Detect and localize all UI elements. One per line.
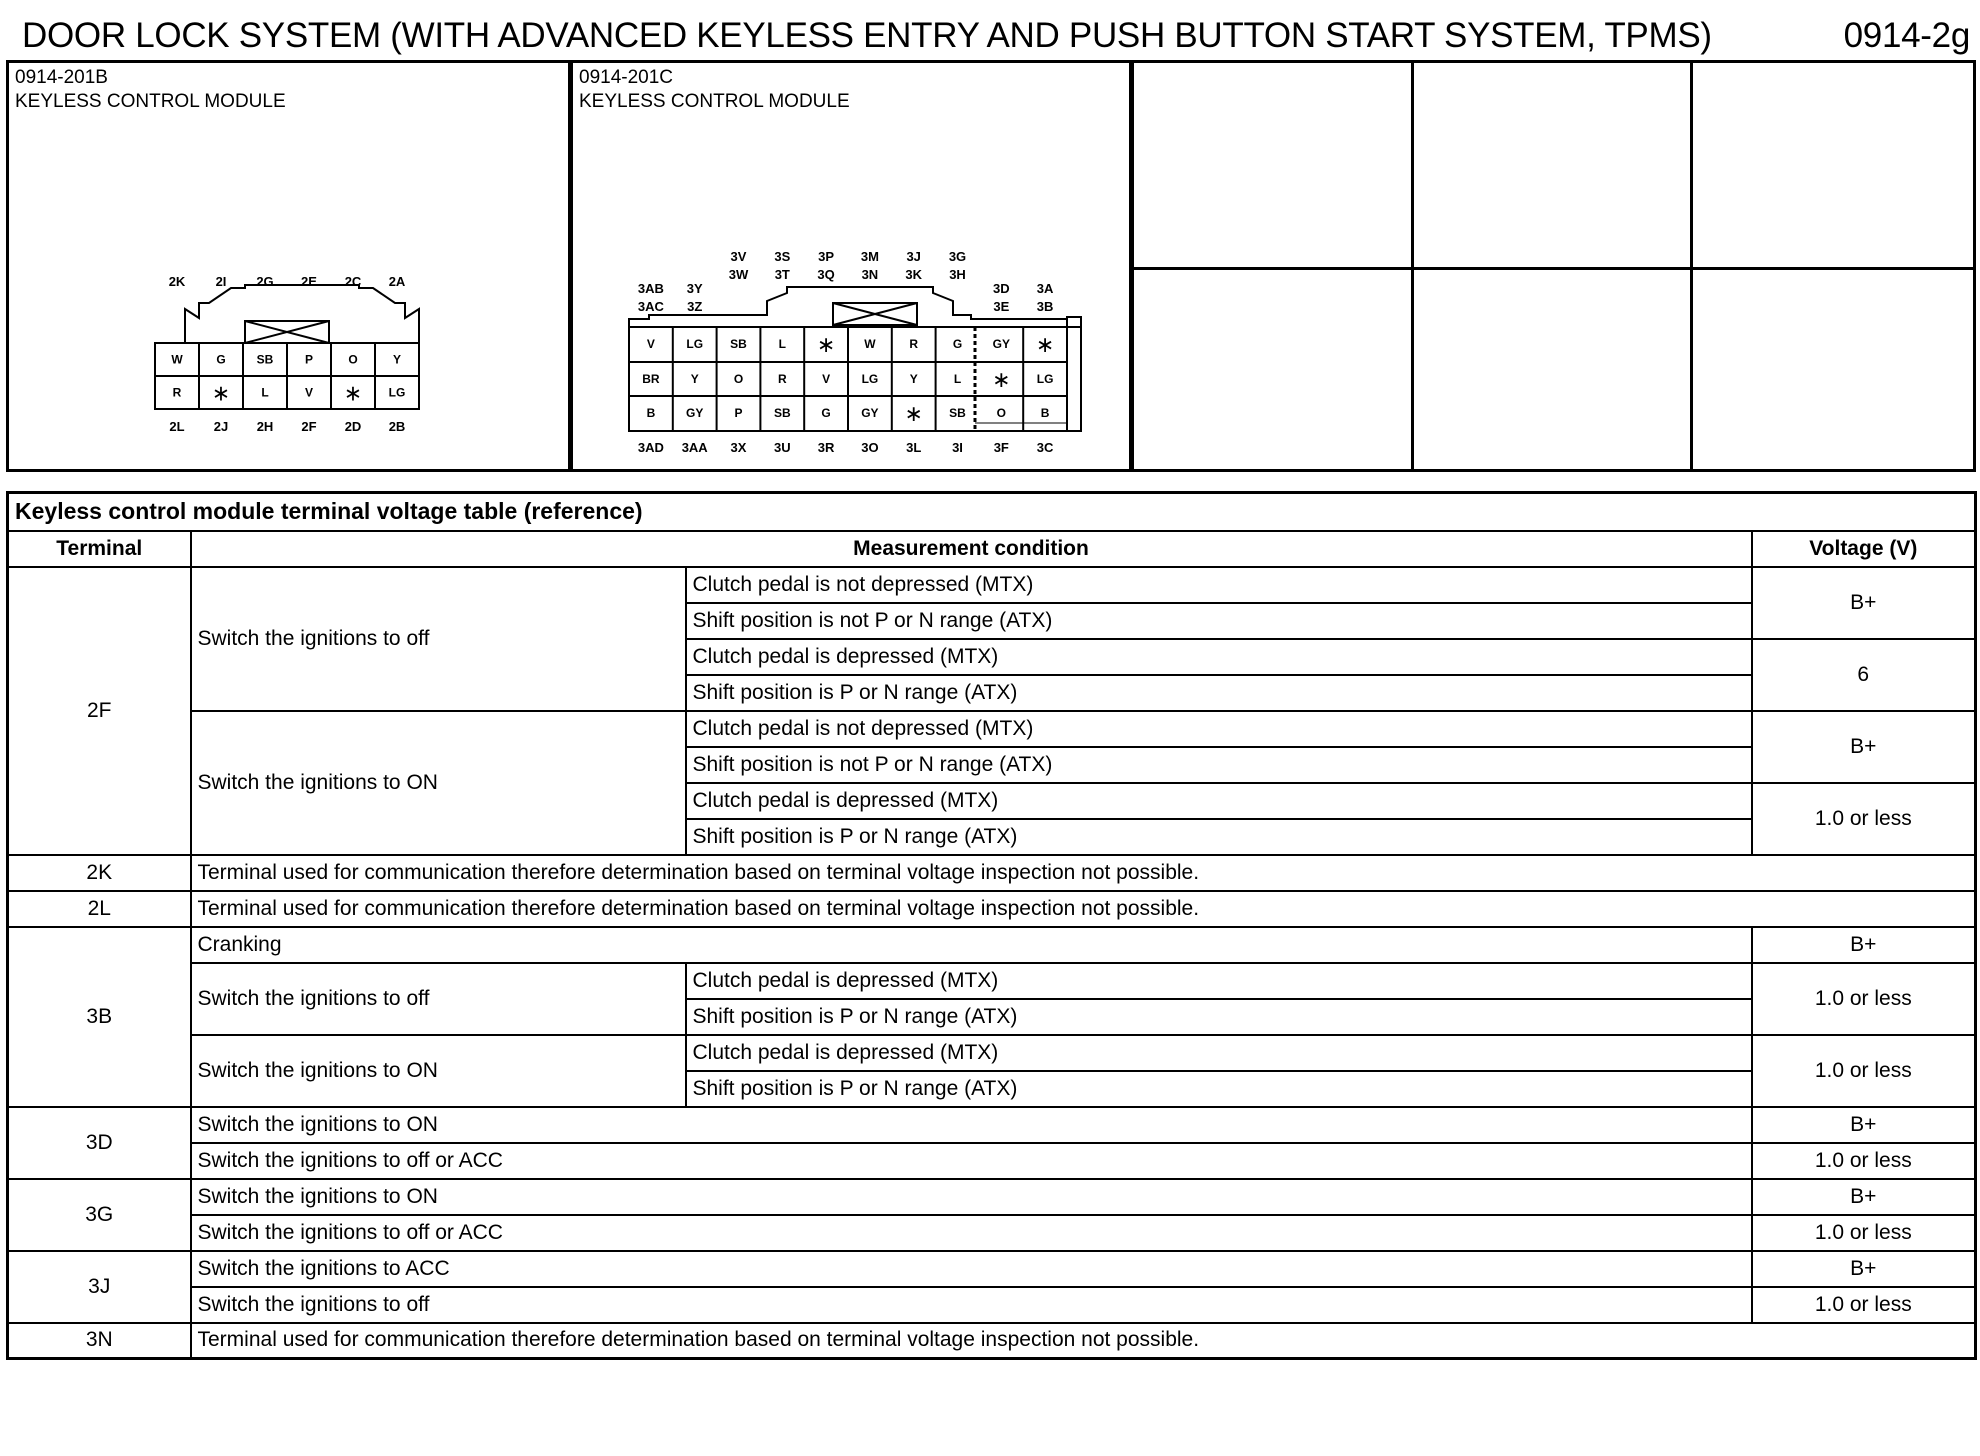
pin-label: 2K (168, 274, 186, 289)
voltage-cell: B+ (1752, 927, 1976, 963)
table-row (8, 1251, 1976, 1287)
condition-cell: Switch the ignitions to off or ACC (191, 1215, 1752, 1251)
pin-label: 3Z (687, 299, 703, 314)
pin-label: 3L (906, 440, 922, 455)
housing-tab (1067, 317, 1081, 327)
pin-label: 2L (169, 419, 185, 434)
pin-color-code: V (646, 337, 655, 351)
header-condition: Measurement condition (191, 531, 1752, 567)
terminal-cell: 2K (8, 855, 191, 891)
terminal-cell: 2L (8, 891, 191, 927)
pin-label: 3N (861, 267, 879, 282)
empty-cell (1693, 270, 1973, 469)
connector-name: KEYLESS CONTROL MODULE (15, 91, 286, 112)
pin-color-code: L (953, 372, 962, 386)
table-row (8, 567, 1976, 603)
pin-color-code: O (733, 372, 744, 386)
pin-label: 3Q (817, 267, 835, 282)
pin-label: 3G (948, 249, 967, 264)
empty-cell (1414, 63, 1694, 270)
pin-label: 2B (388, 419, 406, 434)
pin-label: 3AD (637, 440, 664, 455)
table-row (8, 1143, 1976, 1179)
condition-cell: Switch the ignitions to off (191, 567, 686, 711)
subcondition-cell: Clutch pedal is depressed (MTX) (686, 963, 1752, 999)
housing-outline (185, 285, 419, 343)
subcondition-cell: Shift position is P or N range (ATX) (686, 1071, 1752, 1107)
pin-color-code: B (1040, 406, 1050, 420)
subcondition-cell: Shift position is P or N range (ATX) (686, 999, 1752, 1035)
pin-color-code: LG (1036, 372, 1054, 386)
empty-connector-grid (1131, 60, 1976, 472)
voltage-cell: 1.0 or less (1752, 1287, 1976, 1323)
pin-color-code: R (777, 372, 787, 386)
pin-color-code: GY (861, 406, 879, 420)
pin-color-code: W (864, 337, 876, 351)
table-row (8, 855, 1976, 891)
condition-cell: Switch the ignitions to ON (191, 711, 686, 855)
pin-color-code: G (821, 406, 831, 420)
condition-cell: Switch the ignitions to off (191, 1287, 1752, 1323)
pin-color-code: BR (642, 372, 660, 386)
subcondition-cell: Clutch pedal is not depressed (MTX) (686, 567, 1752, 603)
voltage-cell: 6 (1752, 639, 1976, 711)
pin-label: 3J (906, 249, 921, 264)
empty-cell (1414, 270, 1694, 469)
pin-label: 3I (952, 440, 963, 455)
empty-cell (1693, 63, 1973, 270)
pin-color-code: SB (949, 406, 966, 420)
condition-cell: Switch the ignitions to ACC (191, 1251, 1752, 1287)
empty-pin-mark: ∗ (1035, 332, 1055, 357)
pin-label: 3M (860, 249, 879, 264)
table-row (8, 963, 1976, 999)
terminal-cell: 3D (8, 1107, 191, 1179)
pin-color-code: W (171, 352, 183, 367)
page-code: 0914-2g (1843, 16, 1970, 55)
pin-color-code: V (304, 385, 314, 400)
pin-color-code: SB (773, 406, 791, 420)
subcondition-cell: Shift position is P or N range (ATX) (686, 675, 1752, 711)
pin-color-code: Y (392, 352, 402, 367)
connector-panel-201c (570, 60, 1132, 472)
voltage-cell: 1.0 or less (1752, 1143, 1976, 1179)
pin-label: 3H (949, 267, 966, 282)
pin-color-code: O (348, 352, 358, 367)
empty-pin-mark: ∗ (343, 380, 363, 406)
voltage-cell: B+ (1752, 567, 1976, 639)
pin-color-code: R (909, 337, 919, 351)
pin-label: 2I (215, 274, 227, 289)
terminal-cell: 2F (8, 567, 191, 855)
pin-label: 3C (1036, 440, 1054, 455)
voltage-cell: 1.0 or less (1752, 963, 1976, 1035)
subcondition-cell: Shift position is P or N range (ATX) (686, 819, 1752, 855)
pin-label: 2D (344, 419, 362, 434)
pin-label: 3AB (637, 281, 664, 296)
pin-label: 2A (388, 274, 406, 289)
pin-color-code: GY (686, 406, 704, 420)
pin-color-code: Y (909, 372, 918, 386)
pin-color-code: V (822, 372, 831, 386)
pin-label: 3AC (637, 299, 664, 314)
empty-pin-mark: ∗ (816, 332, 836, 357)
pin-color-code: P (304, 352, 314, 367)
pin-color-code: LG (861, 372, 879, 386)
subcondition-cell: Clutch pedal is depressed (MTX) (686, 783, 1752, 819)
pin-label: 3D (992, 281, 1010, 296)
pin-label: 3F (993, 440, 1009, 455)
pin-color-code: Y (690, 372, 699, 386)
page-title: DOOR LOCK SYSTEM (WITH ADVANCED KEYLESS ENTRY AND PUSH BUTTON START SYSTEM, TPMS) (22, 16, 1712, 55)
pin-color-code: O (996, 406, 1006, 420)
connector-panel-201b (6, 60, 571, 472)
subcondition-cell: Clutch pedal is not depressed (MTX) (686, 711, 1752, 747)
pin-label: 2E (301, 274, 317, 289)
pin-label: 3U (773, 440, 791, 455)
terminal-cell: 3J (8, 1251, 191, 1323)
pin-label: 3S (774, 249, 791, 264)
connector-code: 0914-201C (579, 67, 674, 88)
pin-color-code: G (216, 352, 226, 367)
table-row (8, 1287, 1976, 1323)
empty-cell (1134, 270, 1414, 469)
empty-pin-mark: ∗ (904, 401, 923, 426)
subcondition-cell: Clutch pedal is depressed (MTX) (686, 639, 1752, 675)
connector-code: 0914-201B (15, 67, 108, 88)
pin-color-code: L (778, 337, 786, 351)
pin-color-code: SB (256, 352, 274, 367)
connector-diagram-201c (573, 63, 1130, 469)
pin-color-code: G (952, 337, 963, 351)
condition-cell: Switch the ignitions to off (191, 963, 686, 1035)
condition-cell: Cranking (191, 927, 1752, 963)
voltage-cell: B+ (1752, 1251, 1976, 1287)
pin-label: 3Y (686, 281, 703, 296)
pin-label: 3T (774, 267, 790, 282)
voltage-cell: B+ (1752, 1179, 1976, 1215)
condition-cell: Terminal used for communication therefore determination based on terminal voltage inspection not possible. (191, 891, 1976, 927)
pin-color-code: B (646, 406, 656, 420)
pin-label: 3B (1036, 299, 1054, 314)
pin-label: 3O (861, 440, 879, 455)
table-row (8, 711, 1976, 747)
terminal-cell: 3N (8, 1323, 191, 1359)
condition-cell: Terminal used for communication therefore determination based on terminal voltage inspection not possible. (191, 1323, 1976, 1359)
pin-color-code: R (172, 385, 182, 400)
voltage-cell: B+ (1752, 1107, 1976, 1143)
pin-label: 3AA (681, 440, 708, 455)
empty-cell (1134, 63, 1414, 270)
pin-color-code: L (261, 385, 269, 400)
pin-label: 2H (256, 419, 274, 434)
empty-pin-mark: ∗ (211, 380, 231, 406)
pin-label: 3V (730, 249, 747, 264)
empty-pin-mark: ∗ (992, 367, 1011, 392)
table-row (8, 927, 1976, 963)
terminal-voltage-table (6, 491, 1977, 1360)
table-row (8, 1323, 1976, 1359)
table-row (8, 1215, 1976, 1251)
subcondition-cell: Shift position is not P or N range (ATX) (686, 603, 1752, 639)
pin-color-code: P (734, 406, 743, 420)
voltage-cell: B+ (1752, 711, 1976, 783)
pin-label: 3E (993, 299, 1010, 314)
terminal-cell: 3B (8, 927, 191, 1107)
voltage-cell: 1.0 or less (1752, 1035, 1976, 1107)
pin-color-code: GY (992, 337, 1010, 351)
table-row (8, 1179, 1976, 1215)
pin-label: 3P (818, 249, 835, 264)
voltage-cell: 1.0 or less (1752, 783, 1976, 855)
pin-label: 2C (344, 274, 362, 289)
subcondition-cell: Shift position is not P or N range (ATX) (686, 747, 1752, 783)
condition-cell: Switch the ignitions to ON (191, 1107, 1752, 1143)
table-caption: Keyless control module terminal voltage table (reference) (8, 493, 1976, 531)
pin-label: 3K (905, 267, 923, 282)
table-row (8, 891, 1976, 927)
pin-label: 3X (730, 440, 747, 455)
table-row (8, 1035, 1976, 1071)
subcondition-cell: Clutch pedal is depressed (MTX) (686, 1035, 1752, 1071)
pin-color-code: SB (730, 337, 747, 351)
pin-label: 3R (817, 440, 835, 455)
table-row (8, 1107, 1976, 1143)
condition-cell: Terminal used for communication therefore determination based on terminal voltage inspection not possible. (191, 855, 1976, 891)
pin-color-code: LG (686, 337, 704, 351)
condition-cell: Switch the ignitions to ON (191, 1035, 686, 1107)
condition-cell: Switch the ignitions to ON (191, 1179, 1752, 1215)
pin-color-code: LG (388, 385, 406, 400)
connector-diagram-201b (9, 63, 569, 469)
header-terminal: Terminal (8, 531, 191, 567)
pin-label: 2J (213, 419, 229, 434)
condition-cell: Switch the ignitions to off or ACC (191, 1143, 1752, 1179)
pin-label: 2G (256, 274, 274, 289)
voltage-cell: 1.0 or less (1752, 1215, 1976, 1251)
pin-label: 2F (301, 419, 317, 434)
pin-label: 3A (1036, 281, 1054, 296)
terminal-cell: 3G (8, 1179, 191, 1251)
pin-label: 3W (728, 267, 749, 282)
header-voltage: Voltage (V) (1752, 531, 1976, 567)
connector-name: KEYLESS CONTROL MODULE (579, 91, 850, 112)
